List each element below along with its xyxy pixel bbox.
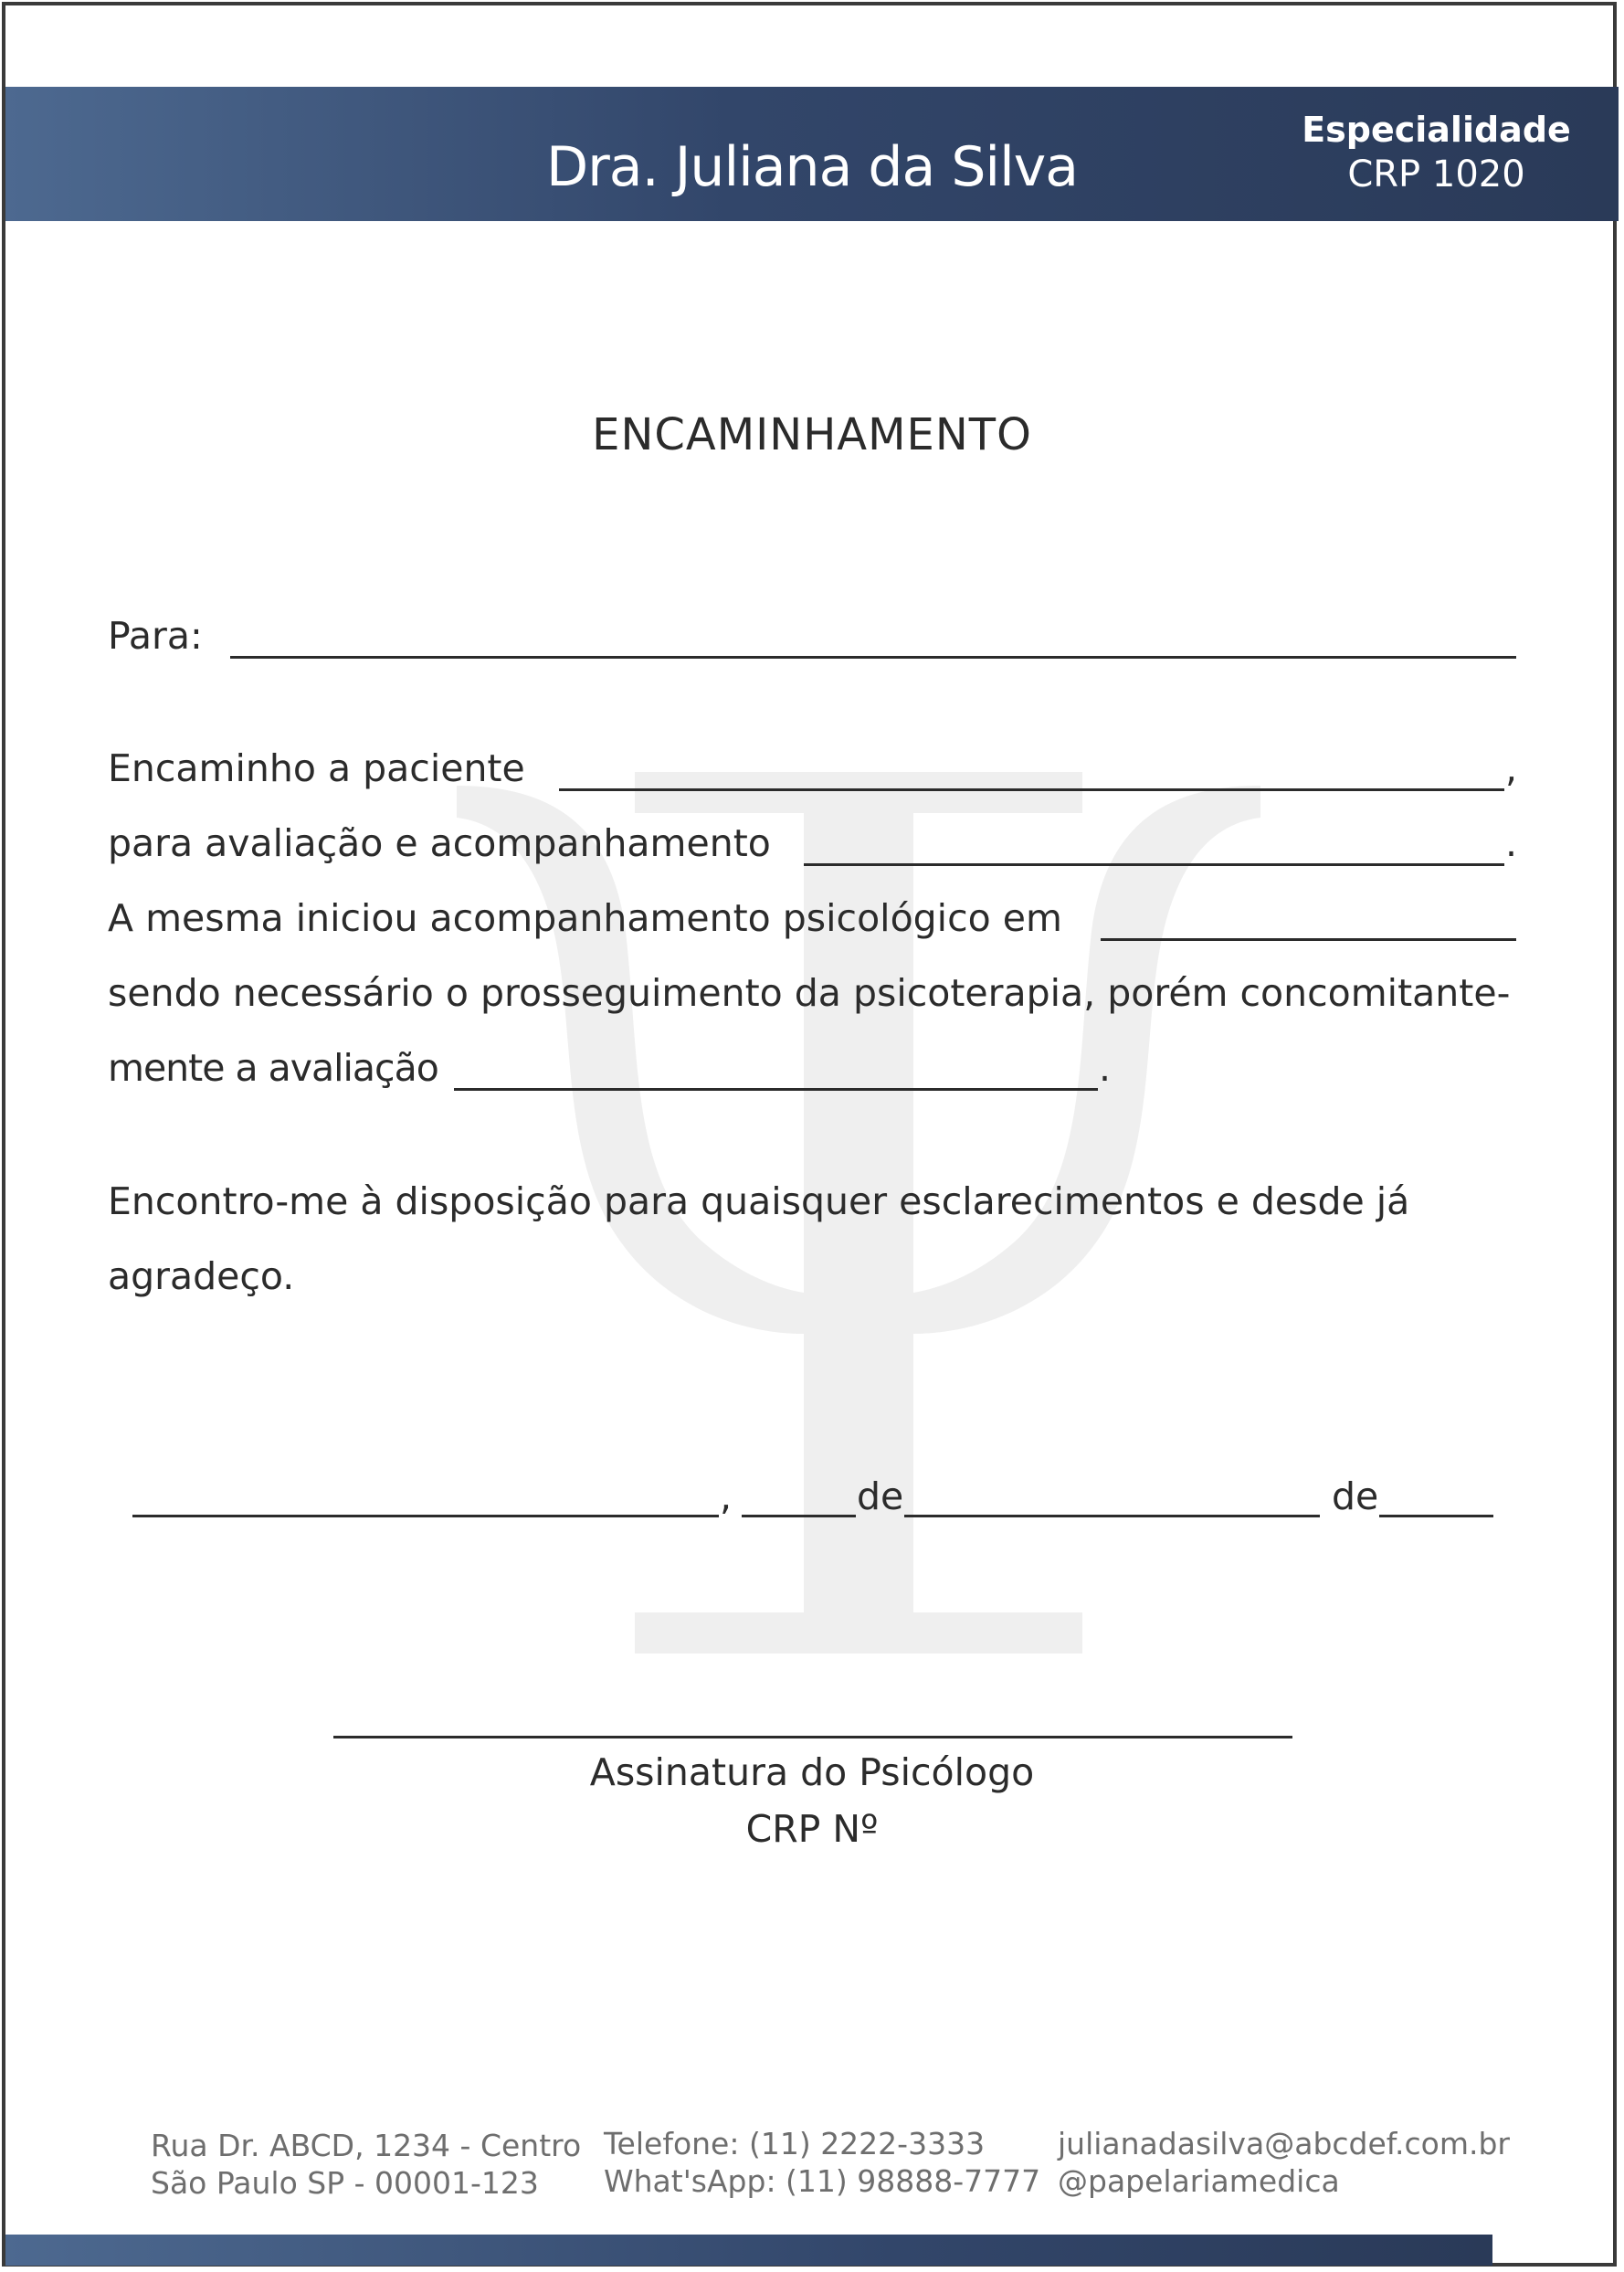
- day-line[interactable]: [742, 1515, 856, 1517]
- treatment-start-text: A mesma iniciou acompanhamento psicológico em: [108, 896, 1062, 940]
- continuation-text: sendo necessário o prosseguimento da psicoterapia, porém concomitante-: [108, 971, 1511, 1015]
- year-line[interactable]: [1379, 1515, 1493, 1517]
- para-field-line[interactable]: [230, 656, 1516, 659]
- patient-name-line[interactable]: [559, 788, 1504, 791]
- evaluation-text: para avaliação e acompanhamento: [108, 821, 771, 865]
- closing-text: Encontro-me à disposição para quaisquer esclarecimentos e desde já: [108, 1179, 1410, 1223]
- whatsapp-number: What'sApp: (11) 98888-7777: [604, 2163, 1041, 2199]
- date-de-1: de: [857, 1474, 904, 1518]
- address-line-1: Rua Dr. ABCD, 1234 - Centro: [151, 2128, 582, 2163]
- social-handle: @papelariamedica: [1058, 2163, 1340, 2199]
- patient-referral-text: Encaminho a paciente: [108, 746, 525, 790]
- line2-period: .: [1505, 821, 1518, 865]
- doctor-name: Dra. Juliana da Silva: [545, 135, 1079, 199]
- address-line-2: São Paulo SP - 00001-123: [151, 2165, 539, 2201]
- email-address: julianadasilva@abcdef.com.br: [1058, 2126, 1510, 2161]
- signature-crp: CRP Nº: [745, 1807, 879, 1851]
- city-line[interactable]: [132, 1515, 719, 1517]
- signature-label: Assinatura do Psicólogo: [589, 1750, 1035, 1794]
- footer-band: [5, 2235, 1492, 2266]
- date-de-2: de: [1332, 1474, 1379, 1518]
- line1-comma: ,: [1505, 746, 1518, 790]
- document-title: ENCAMINHAMENTO: [592, 409, 1032, 460]
- concurrent-evaluation-text: mente a avaliação: [108, 1046, 438, 1090]
- signature-line[interactable]: [333, 1736, 1292, 1738]
- date-comma: ,: [720, 1474, 733, 1518]
- closing-text-2: agradeço.: [108, 1254, 295, 1298]
- crp-number: CRP 1020: [1347, 153, 1525, 195]
- month-line[interactable]: [904, 1515, 1320, 1517]
- specialty-label: Especialidade: [1302, 110, 1571, 150]
- concurrent-evaluation-line[interactable]: [454, 1088, 1098, 1091]
- start-date-line[interactable]: [1101, 938, 1516, 941]
- phone-number: Telefone: (11) 2222-3333: [604, 2126, 986, 2161]
- line5-period: .: [1099, 1046, 1112, 1090]
- evaluation-type-line[interactable]: [804, 863, 1504, 866]
- para-label: Para:: [108, 614, 203, 658]
